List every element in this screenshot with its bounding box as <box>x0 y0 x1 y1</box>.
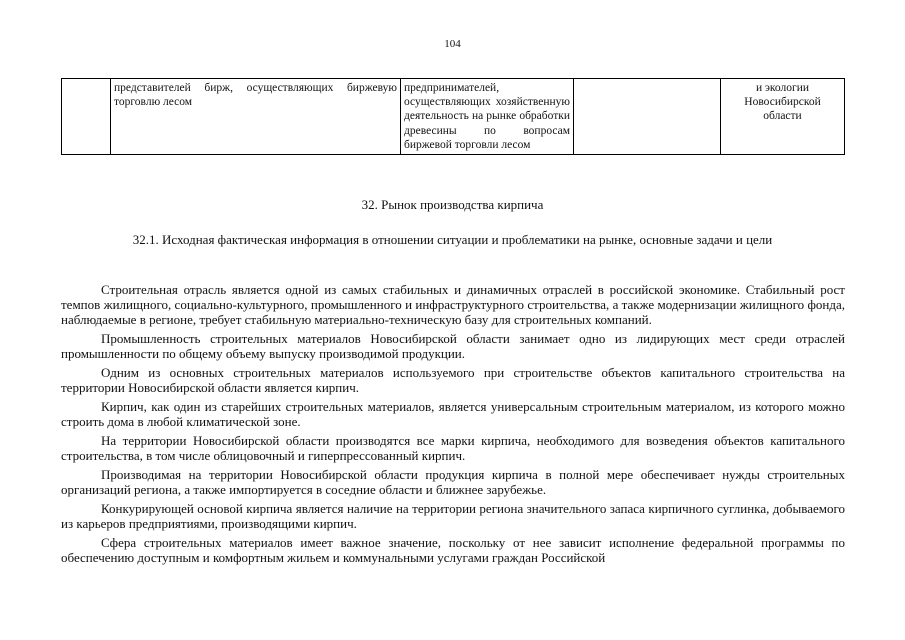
table-cell-1 <box>62 79 111 155</box>
section-title: 32. Рынок производства кирпича <box>361 197 544 212</box>
table-row <box>62 79 845 155</box>
table-cell-4 <box>574 79 721 155</box>
paragraph: Промышленность строительных материалов Новосибирской области занимает одно из лидирующих мест среди отраслей промышленности по общему объему выпуску производимой продукции. <box>61 331 845 361</box>
subsection-title: 32.1. Исходная фактическая информация в отношении ситуации и проблематики на рынке, основные задачи и цели <box>132 232 773 247</box>
paragraph: Производимая на территории Новосибирской области продукция кирпича в полной мере обеспечивает нужды строительных организаций региона, а также импортируется в соседние области и ближнее зарубежье. <box>61 467 845 497</box>
paragraph: На территории Новосибирской области производятся все марки кирпича, необходимого для возведения объектов капитального строительства, в том числе облицовочный и гиперпрессованный кирпич. <box>61 433 845 463</box>
table-cell-3: предпринимателей, осуществляющих хозяйственную деятельность на рынке обработки древесины по вопросам биржевой торговли лесом <box>401 79 574 155</box>
body-text <box>61 282 845 569</box>
continuation-table <box>61 78 845 155</box>
paragraph: Строительная отрасль является одной из самых стабильных и динамичных отраслей в российской экономике. Стабильный рост темпов жилищного, социально-культурного, промышленного и инфраструктурного строительства, а также модернизации жилищного фонда, наблюдаемые в регионе, требует стабильную материально-техническую базу для строительных компаний. <box>61 282 845 327</box>
paragraph: Одним из основных строительных материалов используемого при строительстве объектов капитального строительства на территории Новосибирской области является кирпич. <box>61 365 845 395</box>
paragraph: Сфера строительных материалов имеет важное значение, поскольку от нее зависит исполнение федеральной программы по обеспечению доступным и комфортным жильем и коммунальными услугами граждан Российской <box>61 535 845 565</box>
table-cell-5: и экологии Новосибирской области <box>721 79 845 155</box>
paragraph: Конкурирующей основой кирпича является наличие на территории региона значительного запаса кирпичного суглинка, добываемого из карьеров предприятиями, производящими кирпич. <box>61 501 845 531</box>
paragraph: Кирпич, как один из старейших строительных материалов, является универсальным строительным материалом, из которого можно строить дома в любой климатической зоне. <box>61 399 845 429</box>
page-number: 104 <box>444 38 461 50</box>
table-cell-2: представителей бирж, осуществляющих биржевую торговлю лесом <box>111 79 401 155</box>
